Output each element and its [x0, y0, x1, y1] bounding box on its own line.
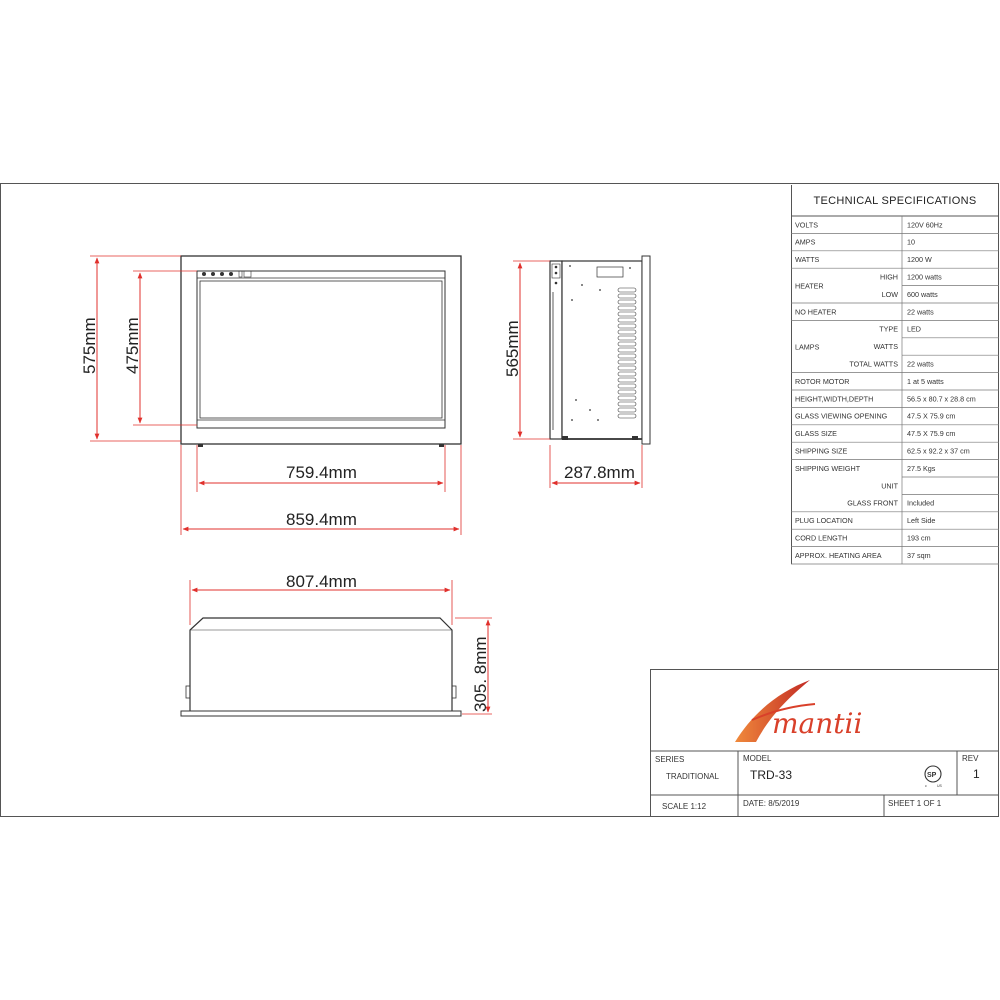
sheet-text: SHEET 1 OF 1	[888, 799, 942, 808]
spec-value: 10	[907, 237, 915, 247]
spec-sublabel: WATTS	[873, 342, 898, 352]
spec-label: HEATER	[795, 281, 824, 291]
spec-value: 1 at 5 watts	[907, 376, 944, 386]
spec-value: 1200 watts	[907, 272, 942, 282]
rev-label: REV	[962, 754, 979, 763]
spec-label: LAMPS	[795, 342, 820, 352]
spec-value: 22 watts	[907, 359, 934, 369]
title-block	[650, 670, 999, 817]
top-view	[181, 572, 492, 716]
top-front-trim	[181, 711, 461, 716]
side-view	[503, 256, 650, 488]
spec-value: 1200 W	[907, 255, 932, 265]
spec-row	[795, 551, 931, 560]
spec-value: 37 sqm	[907, 550, 931, 560]
spec-value: 120V 60Hz	[907, 220, 943, 230]
spec-row	[795, 447, 970, 456]
spec-value: 193 cm	[907, 533, 931, 543]
spec-sublabel: TOTAL WATTS	[849, 359, 898, 369]
spec-row	[874, 342, 899, 351]
spec-label: APPROX. HEATING AREA	[795, 550, 882, 560]
svg-text:US: US	[937, 784, 942, 788]
spec-value: 62.5 x 92.2 x 37 cm	[907, 446, 970, 456]
dim-top-width: 807.4mm	[286, 572, 357, 591]
spec-label: WATTS	[795, 255, 820, 265]
side-front-edge	[550, 261, 562, 439]
spec-label: AMPS	[795, 237, 816, 247]
spec-row	[881, 481, 898, 490]
date-text: DATE: 8/5/2019	[743, 799, 800, 808]
dim-top-depth: 305. 8mm	[471, 636, 490, 712]
spec-label: GLASS SIZE	[795, 429, 837, 439]
spec-row	[795, 394, 976, 403]
spec-table	[791, 185, 999, 564]
spec-row	[795, 534, 931, 543]
spec-row	[795, 220, 943, 229]
front-inner-panel	[197, 271, 445, 428]
spec-row	[795, 307, 934, 316]
series-label: SERIES	[655, 755, 685, 764]
spec-value: 600 watts	[907, 289, 938, 299]
svg-text:SP: SP	[927, 772, 937, 779]
spec-label: SHIPPING SIZE	[795, 446, 848, 456]
svg-text:c: c	[925, 784, 927, 788]
rev-value: 1	[973, 767, 980, 781]
spec-label: GLASS VIEWING OPENING	[795, 411, 888, 421]
spec-value: 56.5 x 80.7 x 28.8 cm	[907, 394, 976, 404]
model-label: MODEL	[743, 754, 772, 763]
dim-front-width-outer: 859.4mm	[286, 510, 357, 529]
spec-sublabel: LOW	[881, 289, 898, 299]
dim-side-depth: 287.8mm	[564, 463, 635, 482]
spec-row	[795, 516, 935, 525]
dim-front-height-outer: 575mm	[80, 317, 99, 374]
spec-value: 47.5 X 75.9 cm	[907, 429, 956, 439]
spec-row	[795, 412, 955, 421]
spec-label: VOLTS	[795, 220, 819, 230]
spec-label: SHIPPING WEIGHT	[795, 463, 861, 473]
spec-row	[795, 273, 942, 291]
spec-row	[795, 377, 944, 386]
series-value: TRADITIONAL	[666, 772, 719, 781]
scale-text: SCALE 1:12	[662, 802, 707, 811]
spec-row	[882, 290, 939, 299]
spec-sublabel: TYPE	[879, 324, 898, 334]
front-view	[80, 256, 461, 535]
spec-value: Included	[907, 498, 935, 508]
spec-label: NO HEATER	[795, 307, 837, 317]
top-body	[190, 618, 452, 712]
spec-value: Left Side	[907, 516, 936, 526]
spec-label: HEIGHT,WIDTH,DEPTH	[795, 394, 874, 404]
dim-front-width-inner: 759.4mm	[286, 463, 357, 482]
spec-row	[795, 255, 932, 264]
spec-value: 27.5 Kgs	[907, 463, 936, 473]
spec-label: CORD LENGTH	[795, 533, 848, 543]
dim-side-height: 565mm	[503, 320, 522, 377]
spec-sublabel: HIGH	[880, 272, 898, 282]
spec-value: 47.5 X 75.9 cm	[907, 411, 956, 421]
spec-sublabel: UNIT	[881, 481, 898, 491]
spec-sublabel: GLASS FRONT	[847, 498, 898, 508]
spec-value: 22 watts	[907, 307, 934, 317]
model-value: TRD-33	[750, 768, 793, 782]
spec-label: PLUG LOCATION	[795, 516, 853, 526]
spec-row	[847, 499, 934, 508]
spec-table-title: TECHNICAL SPECIFICATIONS	[813, 195, 977, 207]
svg-text:mantii: mantii	[772, 707, 863, 740]
spec-row	[795, 464, 936, 473]
dim-front-height-inner: 475mm	[123, 317, 142, 374]
spec-row	[795, 429, 955, 438]
spec-value: LED	[907, 324, 921, 334]
spec-label: ROTOR MOTOR	[795, 376, 850, 386]
spec-row	[849, 360, 934, 369]
spec-row	[795, 238, 915, 247]
